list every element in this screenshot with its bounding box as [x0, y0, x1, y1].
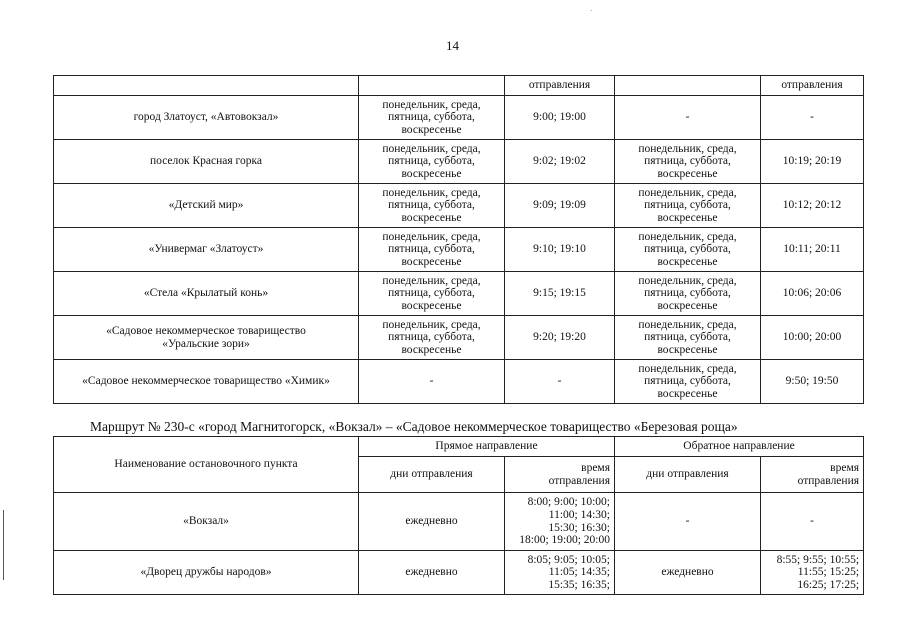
time-reverse: 10:12; 20:12: [761, 184, 864, 228]
reverse-direction-header: Обратное направление: [615, 437, 864, 457]
days-reverse: понедельник, среда, пятница, суббота, воскресенье: [615, 360, 761, 404]
time-reverse: 10:11; 20:11: [761, 228, 864, 272]
time-forward: 9:02; 19:02: [505, 140, 615, 184]
days-header: дни отправления: [615, 457, 761, 493]
days-reverse: ежедневно: [615, 551, 761, 595]
time-reverse: 10:19; 20:19: [761, 140, 864, 184]
stop-name: город Златоуст, «Автовокзал»: [54, 96, 359, 140]
table-header-row: [54, 76, 864, 96]
days-header: дни отправления: [359, 457, 505, 493]
days-reverse: понедельник, среда, пятница, суббота, воскресенье: [615, 184, 761, 228]
time-forward: 9:00; 19:00: [505, 96, 615, 140]
header-cell: [615, 76, 761, 96]
days-forward: понедельник, среда, пятница, суббота, воскресенье: [359, 228, 505, 272]
table-row: [54, 184, 864, 228]
days-forward: понедельник, среда, пятница, суббота, воскресенье: [359, 184, 505, 228]
time-forward: 9:09; 19:09: [505, 184, 615, 228]
route-230s-schedule-table: [53, 436, 864, 595]
days-forward: ежедневно: [359, 493, 505, 551]
binding-margin-line: [3, 510, 4, 580]
days-reverse: -: [615, 493, 761, 551]
time-reverse: 8:55; 9:55; 10:55; 11:55; 15:25; 16:25; 17:25;: [761, 551, 864, 595]
days-reverse: понедельник, среда, пятница, суббота, воскресенье: [615, 140, 761, 184]
time-forward: -: [505, 360, 615, 404]
header-cell: [359, 76, 505, 96]
time-reverse: 10:06; 20:06: [761, 272, 864, 316]
stop-name: «Садовое некоммерческое товарищество «Химик»: [54, 360, 359, 404]
time-reverse: 9:50; 19:50: [761, 360, 864, 404]
table-header-row: [54, 437, 864, 457]
header-cell: отправления: [505, 76, 615, 96]
table-row: [54, 360, 864, 404]
route-title: Маршрут № 230-с «город Магнитогорск, «Вокзал» – «Садовое некоммерческое товарищество «Березовая роща»: [90, 419, 738, 434]
days-reverse: понедельник, среда, пятница, суббота, воскресенье: [615, 228, 761, 272]
time-header: время отправления: [761, 457, 864, 493]
stop-name: поселок Красная горка: [54, 140, 359, 184]
time-forward: 8:00; 9:00; 10:00; 11:00; 14:30; 15:30; 16:30; 18:00; 19:00; 20:00: [505, 493, 615, 551]
days-reverse: понедельник, среда, пятница, суббота, воскресенье: [615, 316, 761, 360]
table-row: [54, 272, 864, 316]
header-cell: [54, 76, 359, 96]
table-row: [54, 228, 864, 272]
days-forward: понедельник, среда, пятница, суббота, воскресенье: [359, 316, 505, 360]
days-forward: понедельник, среда, пятница, суббота, воскресенье: [359, 96, 505, 140]
stop-name: «Универмаг «Златоуст»: [54, 228, 359, 272]
time-reverse: -: [761, 96, 864, 140]
time-forward: 9:15; 19:15: [505, 272, 615, 316]
stop-name: «Дворец дружбы народов»: [54, 551, 359, 595]
table-row: [54, 316, 864, 360]
stop-name: «Садовое некоммерческое товарищество «Уральские зори»: [54, 316, 359, 360]
time-header: время отправления: [505, 457, 615, 493]
page-number: 14: [446, 38, 459, 53]
header-cell: отправления: [761, 76, 864, 96]
days-forward: -: [359, 360, 505, 404]
stop-name: «Детский мир»: [54, 184, 359, 228]
direct-direction-header: Прямое направление: [359, 437, 615, 457]
table-row: [54, 140, 864, 184]
days-reverse: понедельник, среда, пятница, суббота, воскресенье: [615, 272, 761, 316]
time-reverse: -: [761, 493, 864, 551]
corner-mark: .: [590, 3, 593, 13]
days-forward: понедельник, среда, пятница, суббота, воскресенье: [359, 272, 505, 316]
stop-name: «Стела «Крылатый конь»: [54, 272, 359, 316]
time-forward: 9:20; 19:20: [505, 316, 615, 360]
days-forward: ежедневно: [359, 551, 505, 595]
stop-name: «Вокзал»: [54, 493, 359, 551]
schedule-table-continued: [53, 75, 864, 404]
table-row: [54, 493, 864, 551]
time-reverse: 10:00; 20:00: [761, 316, 864, 360]
table-row: [54, 551, 864, 595]
time-forward: 8:05; 9:05; 10:05; 11:05; 14:35; 15:35; 16:35;: [505, 551, 615, 595]
time-forward: 9:10; 19:10: [505, 228, 615, 272]
stop-name-header: Наименование остановочного пункта: [54, 437, 359, 493]
table-row: [54, 96, 864, 140]
days-forward: понедельник, среда, пятница, суббота, воскресенье: [359, 140, 505, 184]
days-reverse: -: [615, 96, 761, 140]
